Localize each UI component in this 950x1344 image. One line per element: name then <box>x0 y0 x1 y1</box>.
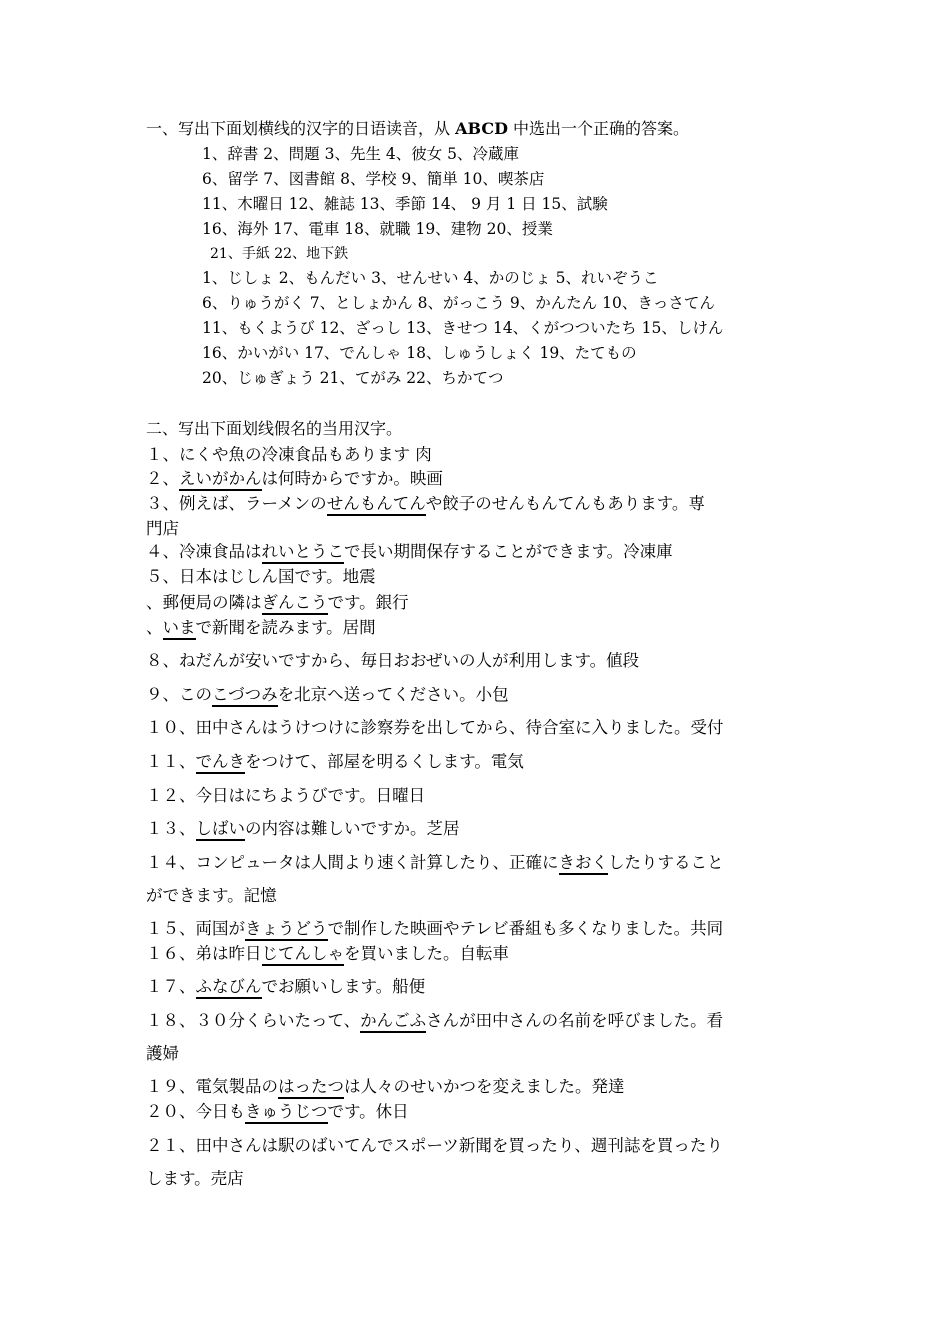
question-item <box>146 595 409 612</box>
underlined-kana: きおく <box>559 853 609 875</box>
heading-text: 一、写出下面划横线的汉字的日语读音，从 <box>146 119 456 138</box>
reading-line: 16、かいがい 17、でんしゃ 18、しゅうしょく 19、たてもの <box>202 344 637 362</box>
reading-line: 1、じしょ 2、もんだい 3、せんせい 4、かのじょ 5、れいぞうこ <box>202 269 659 287</box>
question-item <box>146 1046 179 1063</box>
heading-text-end: 中选出一个正确的答案。 <box>507 119 690 138</box>
item-text: 門店 <box>146 519 179 538</box>
question-item <box>146 447 432 464</box>
question-item <box>146 821 460 838</box>
item-text: １５、両国が <box>146 919 245 938</box>
item-text: １９、電気製品の <box>146 1077 278 1096</box>
underlined-kana: じてんしゃ <box>262 944 345 966</box>
question-item <box>146 471 443 488</box>
item-text-end: で新聞を読みます。居間 <box>195 618 376 637</box>
question-item <box>146 946 509 963</box>
item-text-end: したりすること <box>608 853 724 872</box>
question-item <box>146 720 724 737</box>
underlined-kana: せんもんてん <box>327 494 426 516</box>
kanji-line: 11、木曜日 12、雑誌 13、季節 14、 9 月 1 日 15、試験 <box>202 195 608 213</box>
question-item <box>146 921 723 938</box>
item-text-end: です。休日 <box>327 1102 409 1121</box>
item-text: ２１、田中さんは駅のばいてんでスポーツ新聞を買ったり、週刊誌を買ったり <box>146 1136 723 1155</box>
item-text: 、郵便局の隣は <box>146 593 262 612</box>
item-text-end: を北京へ送ってください。小包 <box>277 685 509 704</box>
reading-line: 20、じゅぎょう 21、てがみ 22、ちかてつ <box>202 369 504 387</box>
item-text-end: を買いました。自転車 <box>344 944 509 963</box>
item-text-end: や餃子のせんもんてんもあります。専 <box>425 494 705 513</box>
heading-bold-text: ABCD <box>455 119 508 138</box>
item-text: １３、 <box>146 819 196 838</box>
section1-heading <box>146 121 689 137</box>
item-text: ２、 <box>146 469 179 488</box>
item-text: 護婦 <box>146 1044 179 1063</box>
underlined-kana: ぎんこう <box>262 593 328 615</box>
question-item <box>146 569 376 586</box>
item-text: １６、弟は昨日 <box>146 944 262 963</box>
question-item <box>146 687 509 704</box>
kanji-line: 21、手紙 22、地下鉄 <box>210 246 349 262</box>
question-item <box>146 620 376 637</box>
item-text-end: でお願いします。船便 <box>261 977 426 996</box>
item-text: １２、今日はにちようびです。日曜日 <box>146 786 426 805</box>
item-text-end: さんが田中さんの名前を呼びました。看 <box>426 1011 724 1030</box>
item-text: ９、この <box>146 685 212 704</box>
underlined-kana: いま <box>163 618 196 640</box>
question-item <box>146 544 673 561</box>
question-item <box>146 1079 625 1096</box>
underlined-kana: しばい <box>196 819 246 841</box>
item-text: １４、コンピュータは人間より速く計算したり、正確に <box>146 853 559 872</box>
question-item <box>146 521 179 538</box>
question-item <box>146 496 705 513</box>
item-text-end: をつけて、部屋を明るくします。電気 <box>245 752 524 771</box>
question-item <box>146 1171 244 1188</box>
underlined-kana: きゅうじつ <box>245 1102 328 1124</box>
underlined-kana: こづつみ <box>212 685 278 707</box>
underlined-kana: ふなびん <box>196 977 262 999</box>
question-item <box>146 979 425 996</box>
item-text: します。売店 <box>146 1169 244 1188</box>
question-item <box>146 788 425 805</box>
item-text: ができます。記憶 <box>146 886 277 905</box>
kanji-line: 16、海外 17、電車 18、就職 19、建物 20、授業 <box>202 220 553 238</box>
underlined-kana: きょうどう <box>245 919 328 941</box>
item-text-end: です。銀行 <box>327 593 409 612</box>
section2-heading: 二、写出下面划线假名的当用汉字。 <box>146 419 403 438</box>
item-text-end: は人々のせいかつを変えました。発達 <box>344 1077 625 1096</box>
underlined-kana: はったつ <box>278 1077 344 1099</box>
question-item <box>146 888 277 905</box>
item-text: １１、 <box>146 752 196 771</box>
item-text: １、にくや魚の冷凍食品もあります 肉 <box>146 445 432 464</box>
item-text: １７、 <box>146 977 196 996</box>
kanji-line: 6、留学 7、図書館 8、学校 9、簡単 10、喫茶店 <box>202 170 545 188</box>
item-text: ８、ねだんが安いですから、毎日おおぜいの人が利用します。値段 <box>146 651 640 670</box>
question-item <box>146 1138 723 1155</box>
underlined-kana: れいとうこ <box>262 542 345 564</box>
item-text: ３、例えば、ラーメンの <box>146 494 327 513</box>
underlined-kana: えいがかん <box>179 469 262 491</box>
question-item <box>146 653 639 670</box>
question-item <box>146 1013 723 1030</box>
item-text: ４、冷凍食品は <box>146 542 262 561</box>
item-text: ２０、今日も <box>146 1102 245 1121</box>
item-text-end: で制作した映画やテレビ番組も多くなりました。共同 <box>327 919 724 938</box>
question-item <box>146 754 524 771</box>
item-text-end: は何時からですか。映画 <box>261 469 443 488</box>
question-item <box>146 855 724 872</box>
item-text: １８、３０分くらいたって、 <box>146 1011 361 1030</box>
reading-line: 6、りゅうがく 7、としょかん 8、がっこう 9、かんたん 10、きっさてん <box>202 294 715 312</box>
item-text-end: で長い期間保存することができます。冷凍庫 <box>344 542 673 561</box>
reading-line: 11、もくようび 12、ざっし 13、きせつ 14、くがつついたち 15、しけん <box>202 319 724 337</box>
item-text: ５、日本はじしん国です。地震 <box>146 567 376 586</box>
item-text: 、 <box>146 618 163 637</box>
item-text: １０、田中さんはうけつけに診察券を出してから、待合室に入りました。受付 <box>146 718 724 737</box>
underlined-kana: でんき <box>196 752 246 774</box>
question-item <box>146 1104 409 1121</box>
item-text-end: の内容は難しいですか。芝居 <box>245 819 460 838</box>
kanji-line: 1、辞書 2、問題 3、先生 4、彼女 5、冷蔵庫 <box>202 145 520 163</box>
underlined-kana: かんごふ <box>360 1011 426 1033</box>
